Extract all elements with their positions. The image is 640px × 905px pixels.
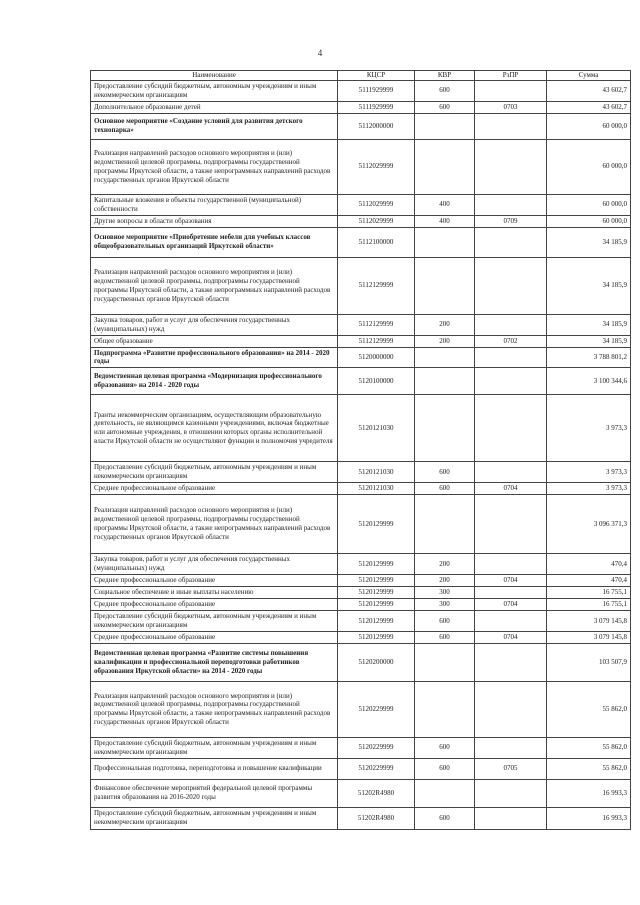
row-sum-cell: 43 602,7 bbox=[547, 101, 631, 113]
row-rzpr-cell bbox=[475, 139, 547, 194]
header-rzpr: РзПР bbox=[475, 71, 547, 81]
row-rzpr-cell bbox=[475, 347, 547, 368]
row-kcsr-cell: 5112129999 bbox=[338, 314, 415, 335]
row-sum-cell: 60 000,0 bbox=[547, 215, 631, 227]
row-name-cell: Подпрограмма «Развитие профессионального образования» на 2014 - 2020 годы bbox=[91, 347, 338, 368]
row-rzpr-cell bbox=[475, 587, 547, 599]
row-kcsr-cell: 51202R4980 bbox=[338, 807, 415, 829]
row-sum-cell: 3 788 801,2 bbox=[547, 347, 631, 368]
row-kvr-cell: 400 bbox=[415, 215, 475, 227]
row-kcsr-cell: 5120129999 bbox=[338, 495, 415, 554]
row-kcsr-cell: 5120200000 bbox=[338, 643, 415, 681]
row-kvr-cell bbox=[415, 395, 475, 462]
row-kcsr-cell: 5112029999 bbox=[338, 215, 415, 227]
row-rzpr-cell bbox=[475, 495, 547, 554]
row-name-cell: Закупка товаров, работ и услуг для обеспечения государственных (муниципальных) нужд bbox=[91, 554, 338, 575]
table-body bbox=[91, 80, 631, 829]
row-sum-cell: 55 862,0 bbox=[547, 737, 631, 758]
row-kcsr-cell: 5120121030 bbox=[338, 462, 415, 483]
row-name-cell: Среднее профессиональное образование bbox=[91, 599, 338, 611]
table-row bbox=[91, 554, 631, 575]
row-rzpr-cell: 0709 bbox=[475, 215, 547, 227]
table-row bbox=[91, 807, 631, 829]
row-sum-cell: 60 000,0 bbox=[547, 194, 631, 215]
row-name-cell: Ведомственная целевая программа «Развитие системы повышения квалификации и профессиональной переподготовки работников образования Иркутской области» на 2014 - 2020 годы bbox=[91, 643, 338, 681]
row-kvr-cell: 600 bbox=[415, 807, 475, 829]
row-sum-cell: 103 507,9 bbox=[547, 643, 631, 681]
row-rzpr-cell bbox=[475, 611, 547, 632]
row-kcsr-cell: 5120129999 bbox=[338, 587, 415, 599]
row-kcsr-cell: 5112100000 bbox=[338, 227, 415, 257]
table-row bbox=[91, 257, 631, 314]
row-name-cell: Общее образование bbox=[91, 335, 338, 347]
row-name-cell: Другие вопросы в области образования bbox=[91, 215, 338, 227]
row-name-cell: Среднее профессиональное образование bbox=[91, 483, 338, 495]
row-rzpr-cell bbox=[475, 643, 547, 681]
table-row bbox=[91, 483, 631, 495]
row-rzpr-cell bbox=[475, 462, 547, 483]
table-row bbox=[91, 113, 631, 139]
row-kcsr-cell: 5111929999 bbox=[338, 80, 415, 101]
row-sum-cell: 3 100 344,6 bbox=[547, 368, 631, 395]
header-kvr: КВР bbox=[415, 71, 475, 81]
row-rzpr-cell: 0704 bbox=[475, 483, 547, 495]
row-sum-cell: 16 993,3 bbox=[547, 779, 631, 807]
table-row bbox=[91, 139, 631, 194]
row-rzpr-cell bbox=[475, 113, 547, 139]
row-kcsr-cell: 51202R4980 bbox=[338, 779, 415, 807]
row-rzpr-cell bbox=[475, 681, 547, 737]
row-name-cell: Гранты некоммерческим организациям, осуществляющим образовательную деятельность, не являющимся казенными учреждениями, включая бюджетные или автономные учреждения, в отношении которых органы исполнительной власти Иркутской области не осуществляют функции и полномочия учредителя bbox=[91, 395, 338, 462]
row-name-cell: Дополнительное образование детей bbox=[91, 101, 338, 113]
row-kvr-cell: 200 bbox=[415, 314, 475, 335]
row-kvr-cell: 600 bbox=[415, 462, 475, 483]
row-sum-cell: 3 973,3 bbox=[547, 483, 631, 495]
row-kvr-cell: 200 bbox=[415, 575, 475, 587]
row-kcsr-cell: 5120129999 bbox=[338, 554, 415, 575]
row-kvr-cell bbox=[415, 347, 475, 368]
row-rzpr-cell bbox=[475, 314, 547, 335]
table-row bbox=[91, 575, 631, 587]
row-sum-cell: 3 079 145,8 bbox=[547, 631, 631, 643]
row-sum-cell: 3 079 145,8 bbox=[547, 611, 631, 632]
row-name-cell: Капитальные вложения в объекты государственной (муниципальной) собственности bbox=[91, 194, 338, 215]
row-kcsr-cell: 5112129999 bbox=[338, 335, 415, 347]
row-rzpr-cell bbox=[475, 80, 547, 101]
row-kvr-cell: 600 bbox=[415, 483, 475, 495]
table-row bbox=[91, 227, 631, 257]
row-kcsr-cell: 5112029999 bbox=[338, 194, 415, 215]
table-row bbox=[91, 599, 631, 611]
page-number: 4 bbox=[317, 48, 323, 58]
table-row bbox=[91, 215, 631, 227]
table-header-row bbox=[91, 71, 631, 81]
table-row bbox=[91, 462, 631, 483]
table-row bbox=[91, 395, 631, 462]
row-kcsr-cell: 5112000000 bbox=[338, 113, 415, 139]
row-name-cell: Финансовое обеспечение мероприятий федеральной целевой программы развития образования на 2016-2020 годы bbox=[91, 779, 338, 807]
row-kcsr-cell: 5112129999 bbox=[338, 257, 415, 314]
row-kvr-cell: 300 bbox=[415, 599, 475, 611]
row-kvr-cell bbox=[415, 643, 475, 681]
row-kcsr-cell: 5120129999 bbox=[338, 611, 415, 632]
table-row bbox=[91, 587, 631, 599]
row-name-cell: Основное мероприятие «Приобретение мебели для учебных классов общеобразовательных организаций Иркутской области» bbox=[91, 227, 338, 257]
row-kvr-cell bbox=[415, 257, 475, 314]
row-kvr-cell bbox=[415, 495, 475, 554]
header-sum: Сумма bbox=[547, 71, 631, 81]
row-rzpr-cell: 0704 bbox=[475, 599, 547, 611]
row-name-cell: Основное мероприятие «Создание условий для развития детского технопарка» bbox=[91, 113, 338, 139]
row-kcsr-cell: 5111929999 bbox=[338, 101, 415, 113]
row-kvr-cell bbox=[415, 113, 475, 139]
row-sum-cell: 3 973,3 bbox=[547, 462, 631, 483]
row-kvr-cell bbox=[415, 139, 475, 194]
row-sum-cell: 34 185,9 bbox=[547, 335, 631, 347]
budget-table bbox=[90, 70, 631, 830]
row-kvr-cell bbox=[415, 779, 475, 807]
row-kvr-cell: 600 bbox=[415, 758, 475, 779]
row-name-cell: Профессиональная подготовка, переподготовка и повышение квалификации bbox=[91, 758, 338, 779]
row-sum-cell: 16 755,1 bbox=[547, 587, 631, 599]
row-rzpr-cell: 0703 bbox=[475, 101, 547, 113]
table-row bbox=[91, 80, 631, 101]
row-name-cell: Предоставление субсидий бюджетным, автономным учреждениям и иным некоммерческим организациям bbox=[91, 807, 338, 829]
row-name-cell: Реализация направлений расходов основного мероприятия и (или) ведомственной целевой программы, подпрограммы государственной программы Иркутской области, а также непрограммных направлений расходов государственных органов Иркутской области bbox=[91, 139, 338, 194]
row-kcsr-cell: 5120229999 bbox=[338, 681, 415, 737]
row-rzpr-cell bbox=[475, 807, 547, 829]
row-sum-cell: 60 000,0 bbox=[547, 139, 631, 194]
row-name-cell: Социальное обеспечение и иные выплаты населению bbox=[91, 587, 338, 599]
row-sum-cell: 34 185,9 bbox=[547, 257, 631, 314]
row-sum-cell: 34 185,9 bbox=[547, 227, 631, 257]
row-kvr-cell: 600 bbox=[415, 80, 475, 101]
row-name-cell: Предоставление субсидий бюджетным, автономным учреждениям и иным некоммерческим организациям bbox=[91, 737, 338, 758]
row-name-cell: Среднее профессиональное образование bbox=[91, 575, 338, 587]
row-name-cell: Предоставление субсидий бюджетным, автономным учреждениям и иным некоммерческим организациям bbox=[91, 462, 338, 483]
row-rzpr-cell bbox=[475, 395, 547, 462]
table-row bbox=[91, 779, 631, 807]
row-kvr-cell bbox=[415, 227, 475, 257]
row-kvr-cell: 200 bbox=[415, 335, 475, 347]
row-rzpr-cell: 0704 bbox=[475, 631, 547, 643]
row-rzpr-cell bbox=[475, 257, 547, 314]
table-row bbox=[91, 611, 631, 632]
row-name-cell: Ведомственная целевая программа «Модернизация профессионального образования» на 2014 - 2020 годы bbox=[91, 368, 338, 395]
row-rzpr-cell bbox=[475, 194, 547, 215]
row-kcsr-cell: 5120129999 bbox=[338, 599, 415, 611]
row-name-cell: Предоставление субсидий бюджетным, автономным учреждениям и иным некоммерческим организациям bbox=[91, 80, 338, 101]
row-rzpr-cell bbox=[475, 554, 547, 575]
row-kcsr-cell: 5112029999 bbox=[338, 139, 415, 194]
row-name-cell: Среднее профессиональное образование bbox=[91, 631, 338, 643]
table-row bbox=[91, 314, 631, 335]
row-name-cell: Закупка товаров, работ и услуг для обеспечения государственных (муниципальных) нужд bbox=[91, 314, 338, 335]
row-kcsr-cell: 5120229999 bbox=[338, 737, 415, 758]
row-kcsr-cell: 5120129999 bbox=[338, 575, 415, 587]
row-rzpr-cell bbox=[475, 368, 547, 395]
row-kcsr-cell: 5120121030 bbox=[338, 395, 415, 462]
row-sum-cell: 16 755,1 bbox=[547, 599, 631, 611]
table-row bbox=[91, 347, 631, 368]
row-kvr-cell: 600 bbox=[415, 737, 475, 758]
row-rzpr-cell bbox=[475, 737, 547, 758]
row-kvr-cell: 600 bbox=[415, 631, 475, 643]
header-kcsr: КЦСР bbox=[338, 71, 415, 81]
row-rzpr-cell: 0704 bbox=[475, 575, 547, 587]
table-row bbox=[91, 681, 631, 737]
row-kcsr-cell: 5120100000 bbox=[338, 368, 415, 395]
row-sum-cell: 470,4 bbox=[547, 554, 631, 575]
row-rzpr-cell: 0705 bbox=[475, 758, 547, 779]
row-sum-cell: 470,4 bbox=[547, 575, 631, 587]
row-rzpr-cell: 0702 bbox=[475, 335, 547, 347]
row-kvr-cell: 600 bbox=[415, 611, 475, 632]
header-name: Наименование bbox=[91, 71, 338, 81]
row-name-cell: Реализация направлений расходов основного мероприятия и (или) ведомственной целевой программы, подпрограммы государственной программы Иркутской области, а также непрограммных направлений расходов государственных органов Иркутской области bbox=[91, 495, 338, 554]
row-kvr-cell: 400 bbox=[415, 194, 475, 215]
row-kvr-cell: 200 bbox=[415, 554, 475, 575]
row-rzpr-cell bbox=[475, 779, 547, 807]
row-sum-cell: 3 973,3 bbox=[547, 395, 631, 462]
row-sum-cell: 55 862,0 bbox=[547, 681, 631, 737]
table-row bbox=[91, 194, 631, 215]
table-row bbox=[91, 758, 631, 779]
row-sum-cell: 34 185,9 bbox=[547, 314, 631, 335]
row-sum-cell: 60 000,0 bbox=[547, 113, 631, 139]
row-kcsr-cell: 5120129999 bbox=[338, 631, 415, 643]
row-sum-cell: 16 993,3 bbox=[547, 807, 631, 829]
row-sum-cell: 55 862,0 bbox=[547, 758, 631, 779]
table-row bbox=[91, 495, 631, 554]
row-rzpr-cell bbox=[475, 227, 547, 257]
row-kvr-cell bbox=[415, 368, 475, 395]
table-row bbox=[91, 631, 631, 643]
row-kvr-cell: 600 bbox=[415, 101, 475, 113]
table-row bbox=[91, 101, 631, 113]
row-name-cell: Предоставление субсидий бюджетным, автономным учреждениям и иным некоммерческим организациям bbox=[91, 611, 338, 632]
table-row bbox=[91, 737, 631, 758]
row-name-cell: Реализация направлений расходов основного мероприятия и (или) ведомственной целевой программы, подпрограммы государственной программы Иркутской области, а также непрограммных направлений расходов государственных органов Иркутской области bbox=[91, 681, 338, 737]
table-row bbox=[91, 368, 631, 395]
row-kcsr-cell: 5120000000 bbox=[338, 347, 415, 368]
row-kvr-cell bbox=[415, 681, 475, 737]
row-name-cell: Реализация направлений расходов основного мероприятия и (или) ведомственной целевой программы, подпрограммы государственной программы Иркутской области, а также непрограммных направлений расходов государственных органов Иркутской области bbox=[91, 257, 338, 314]
row-kcsr-cell: 5120229999 bbox=[338, 758, 415, 779]
row-kcsr-cell: 5120121030 bbox=[338, 483, 415, 495]
table-row bbox=[91, 643, 631, 681]
row-sum-cell: 3 096 371,3 bbox=[547, 495, 631, 554]
table-row bbox=[91, 335, 631, 347]
row-kvr-cell: 300 bbox=[415, 587, 475, 599]
row-sum-cell: 43 602,7 bbox=[547, 80, 631, 101]
